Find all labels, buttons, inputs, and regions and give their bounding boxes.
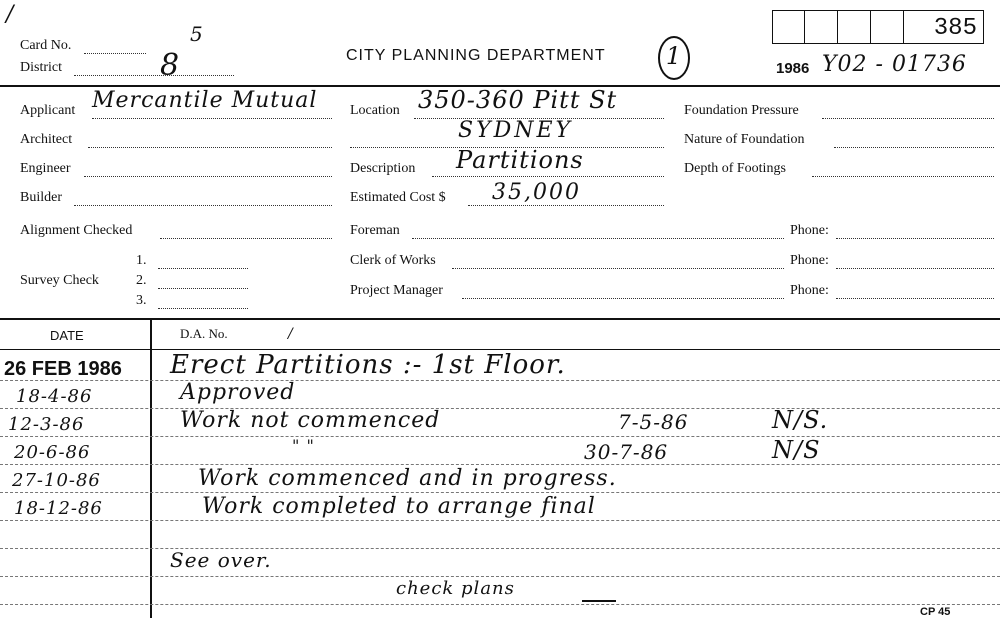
survey-label: Survey Check bbox=[20, 273, 99, 288]
entry-followup-date: 30-7-86 bbox=[584, 440, 669, 464]
entry-text: " " bbox=[292, 436, 315, 455]
description-value: Partitions bbox=[456, 146, 584, 174]
entry-status: N/S bbox=[772, 436, 821, 464]
pm-phone-field[interactable] bbox=[836, 298, 994, 299]
district-label: District bbox=[20, 60, 62, 75]
card-no-field[interactable] bbox=[84, 53, 146, 54]
description-field[interactable] bbox=[432, 176, 664, 177]
alignment-field[interactable] bbox=[160, 238, 332, 239]
cost-label: Estimated Cost $ bbox=[350, 190, 446, 205]
da-value: / bbox=[288, 326, 294, 342]
entry-date: 18-4-86 bbox=[16, 386, 93, 407]
builder-field[interactable] bbox=[74, 205, 332, 206]
foundation-pressure-label: Foundation Pressure bbox=[684, 103, 799, 118]
entry-date: 26 FEB 1986 bbox=[4, 358, 122, 380]
district-top-mark: 5 bbox=[190, 22, 204, 46]
entry-status: N/S. bbox=[772, 406, 829, 434]
note-dash bbox=[582, 600, 616, 602]
cost-field[interactable] bbox=[468, 205, 664, 206]
survey-field-2[interactable] bbox=[158, 288, 248, 289]
applicant-value: Mercantile Mutual bbox=[92, 88, 318, 113]
date-header: DATE bbox=[50, 328, 84, 343]
note-check-plans: check plans bbox=[396, 578, 515, 599]
alignment-label: Alignment Checked bbox=[20, 223, 133, 238]
entry-followup-date: 7-5-86 bbox=[618, 410, 689, 434]
description-label: Description bbox=[350, 161, 416, 176]
builder-label: Builder bbox=[20, 190, 62, 205]
nature-field[interactable] bbox=[834, 147, 994, 148]
file-ref-value: Y02 - 01736 bbox=[822, 52, 967, 77]
entry-date: 12-3-86 bbox=[8, 414, 85, 435]
row-line bbox=[0, 464, 1000, 465]
entry-text: Approved bbox=[180, 380, 296, 405]
district-value: 8 bbox=[160, 48, 181, 83]
entry-date: 27-10-86 bbox=[12, 470, 101, 491]
location-label: Location bbox=[350, 103, 400, 118]
row-line bbox=[0, 492, 1000, 493]
location-value: 350-360 Pitt St bbox=[418, 86, 618, 114]
foreman-phone-label: Phone: bbox=[790, 223, 829, 238]
foreman-label: Foreman bbox=[350, 223, 400, 238]
row-line bbox=[0, 520, 1000, 521]
note-see-over: See over. bbox=[170, 548, 272, 572]
survey-item-2: 2. bbox=[136, 273, 147, 288]
card-number: 385 bbox=[933, 15, 977, 42]
entry-date: 20-6-86 bbox=[14, 442, 91, 463]
row-line bbox=[0, 436, 1000, 437]
entry-date: 18-12-86 bbox=[14, 498, 103, 519]
foundation-pressure-field[interactable] bbox=[822, 118, 994, 119]
card-number-box bbox=[772, 10, 984, 44]
clerk-phone-field[interactable] bbox=[836, 268, 994, 269]
circled-number: 1 bbox=[665, 42, 683, 70]
depth-field[interactable] bbox=[812, 176, 994, 177]
card-number-cell bbox=[838, 10, 871, 44]
row-line bbox=[0, 576, 1000, 577]
survey-item-1: 1. bbox=[136, 253, 147, 268]
entry-text: Work not commenced bbox=[180, 408, 441, 433]
foreman-phone-field[interactable] bbox=[836, 238, 994, 239]
card-number-cell bbox=[904, 10, 984, 44]
page-title: CITY PLANNING DEPARTMENT bbox=[346, 47, 606, 64]
da-header: D.A. No. bbox=[180, 326, 228, 341]
row-line bbox=[0, 548, 1000, 549]
engineer-label: Engineer bbox=[20, 161, 71, 176]
entry-text: Erect Partitions :- 1st Floor. bbox=[170, 350, 566, 380]
row-line bbox=[0, 604, 1000, 605]
card-number-cell bbox=[772, 10, 805, 44]
circled-number-ring bbox=[658, 36, 690, 80]
date-column-divider bbox=[150, 318, 152, 618]
entry-text: Work completed to arrange final bbox=[202, 494, 596, 519]
applicant-field[interactable] bbox=[92, 118, 332, 119]
survey-field-1[interactable] bbox=[158, 268, 248, 269]
architect-field[interactable] bbox=[88, 147, 332, 148]
stray-mark: / bbox=[6, 2, 15, 27]
clerk-phone-label: Phone: bbox=[790, 253, 829, 268]
card-number-cell bbox=[871, 10, 904, 44]
project-manager-label: Project Manager bbox=[350, 283, 443, 298]
pm-phone-label: Phone: bbox=[790, 283, 829, 298]
row-line bbox=[0, 408, 1000, 409]
architect-label: Architect bbox=[20, 132, 73, 147]
nature-label: Nature of Foundation bbox=[684, 132, 805, 147]
depth-label: Depth of Footings bbox=[684, 161, 786, 176]
location-value-2: SYDNEY bbox=[458, 118, 574, 143]
applicant-label: Applicant bbox=[20, 103, 76, 118]
project-manager-field[interactable] bbox=[462, 298, 784, 299]
entry-text: Work commenced and in progress. bbox=[198, 466, 617, 491]
footer-code: CP 45 bbox=[920, 606, 951, 618]
clerk-field[interactable] bbox=[452, 268, 784, 269]
file-ref-prefix: 1986 bbox=[776, 60, 810, 77]
district-field[interactable] bbox=[74, 75, 234, 76]
row-line bbox=[0, 380, 1000, 381]
foreman-field[interactable] bbox=[412, 238, 784, 239]
survey-field-3[interactable] bbox=[158, 308, 248, 309]
engineer-field[interactable] bbox=[84, 176, 332, 177]
survey-item-3: 3. bbox=[136, 293, 147, 308]
clerk-label: Clerk of Works bbox=[350, 253, 436, 268]
card-number-cell bbox=[805, 10, 838, 44]
cost-value: 35,000 bbox=[492, 180, 581, 205]
card-no-label: Card No. bbox=[20, 38, 72, 53]
